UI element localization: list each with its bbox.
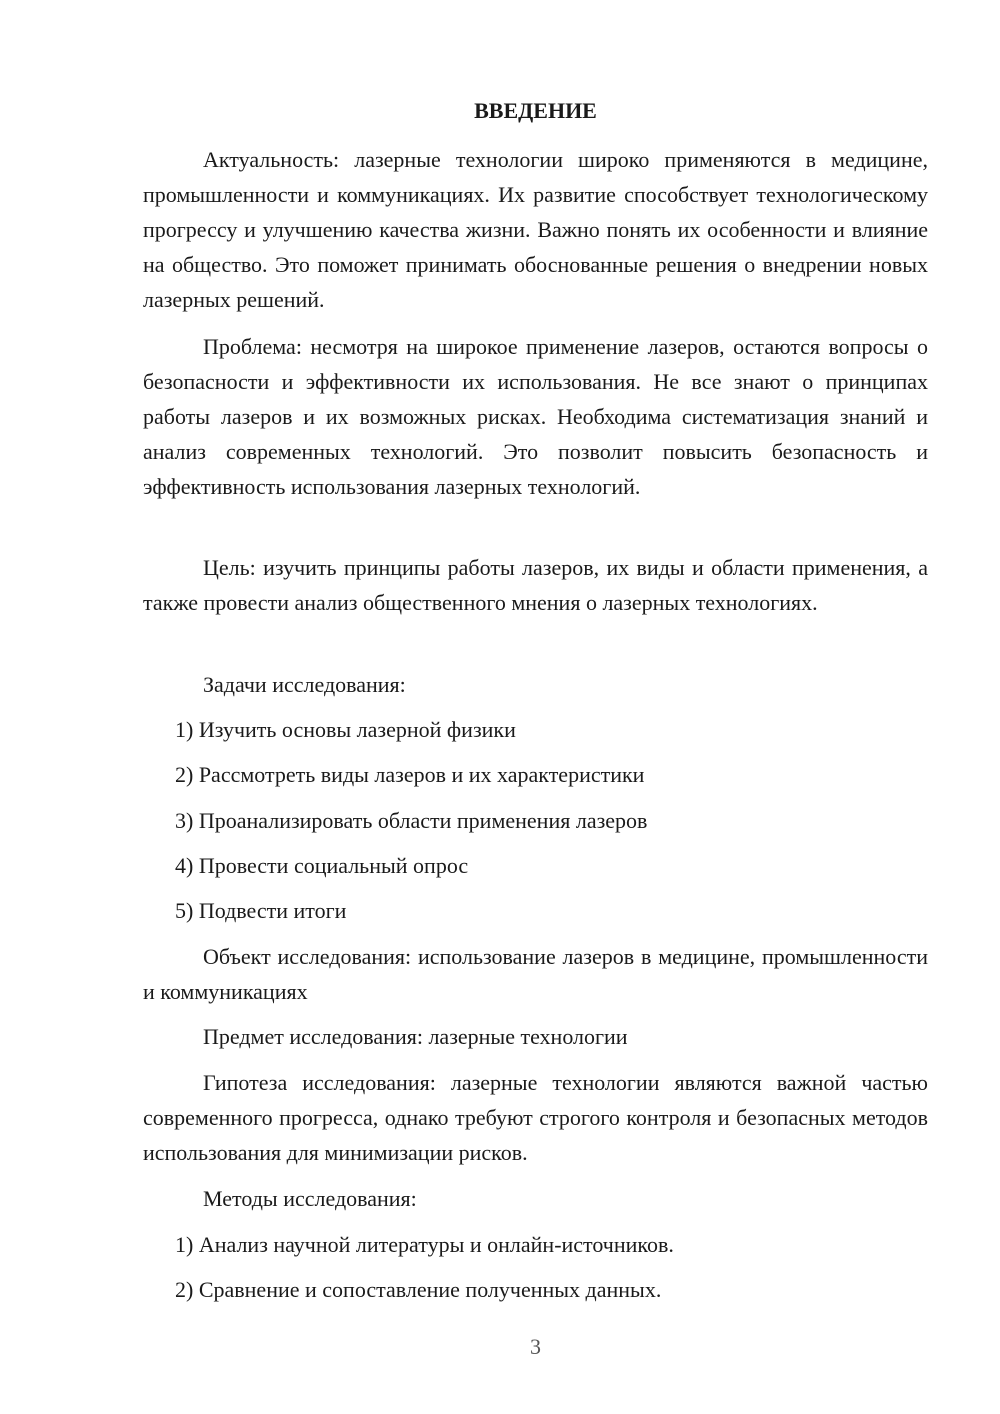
goal-paragraph: Цель: изучить принципы работы лазеров, их виды и области применения, а также провести анализ общественного мнения о лазерных технологиях. xyxy=(143,555,928,615)
hypothesis-paragraph: Гипотеза исследования: лазерные технологии являются важной частью современного прогресса, однако требуют строгого контроля и безопасных методов использования для минимизации рисков. xyxy=(143,1070,928,1165)
method-item: 1) Анализ научной литературы и онлайн-источников. xyxy=(175,1232,674,1257)
page-title: ВВЕДЕНИЕ xyxy=(474,98,597,123)
object-paragraph: Объект исследования: использование лазеров в медицине, промышленности и коммуникациях xyxy=(143,944,928,1004)
methods-heading: Методы исследования: xyxy=(203,1186,417,1211)
task-item: 3) Проанализировать области применения лазеров xyxy=(175,808,648,833)
relevance-paragraph: Актуальность: лазерные технологии широко применяются в медицине, промышленности и коммуникациях. Их развитие способствует технологическому прогрессу и улучшению качества жизни. Важно понять их особенности и влияние на общество. Это поможет принимать обоснованные решения о внедрении новых лазерных решений. xyxy=(143,147,928,312)
task-item: 5) Подвести итоги xyxy=(175,898,347,923)
task-item: 2) Рассмотреть виды лазеров и их характеристики xyxy=(175,762,645,787)
subject-paragraph: Предмет исследования: лазерные технологии xyxy=(203,1024,628,1049)
page-number: 3 xyxy=(530,1334,541,1359)
method-item: 2) Сравнение и сопоставление полученных данных. xyxy=(175,1277,662,1302)
problem-paragraph: Проблема: несмотря на широкое применение лазеров, остаются вопросы о безопасности и эффективности их использования. Не все знают о принципах работы лазеров и их возможных рисках. Необходима систематизация знаний и анализ современных технологий. Это позволит повысить безопасность и эффективность использования лазерных технологий. xyxy=(143,334,928,499)
task-item: 1) Изучить основы лазерной физики xyxy=(175,717,516,742)
tasks-heading: Задачи исследования: xyxy=(203,672,406,697)
task-item: 4) Провести социальный опрос xyxy=(175,853,469,878)
